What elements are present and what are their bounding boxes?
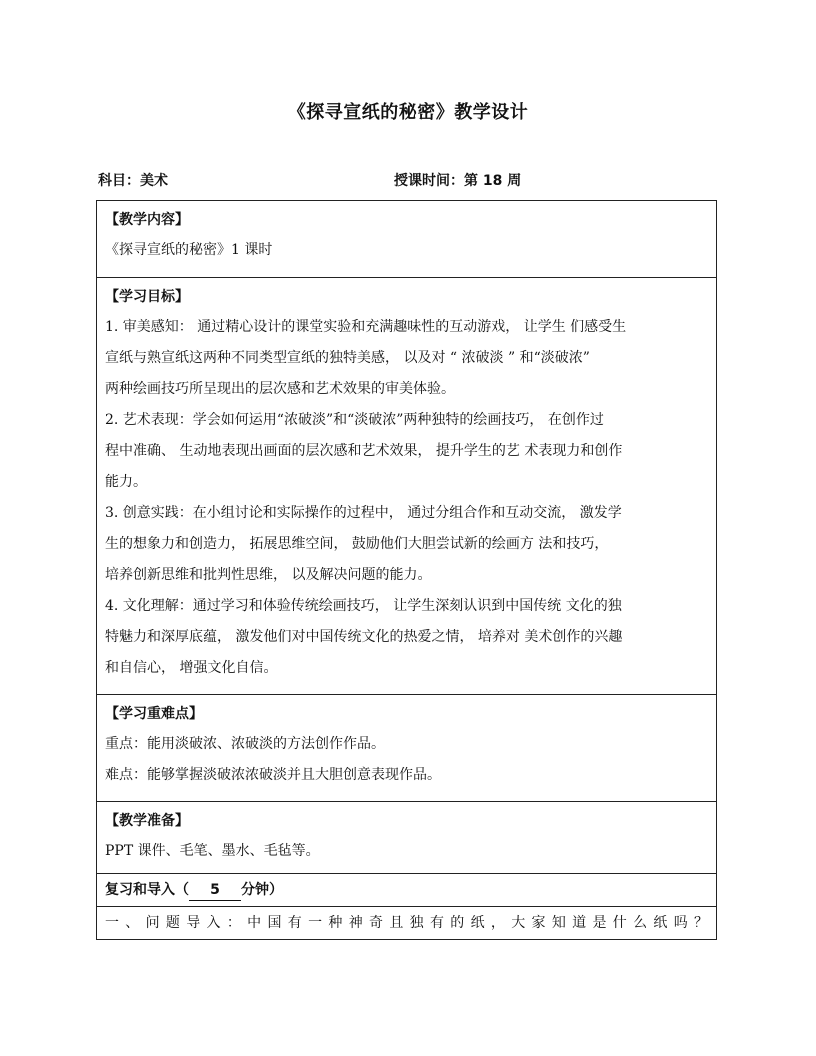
key-points-row — [97, 695, 717, 802]
preparation-cell — [97, 802, 717, 874]
review-line — [105, 876, 708, 904]
content-row — [97, 201, 717, 278]
review-minutes: 5 — [189, 880, 241, 901]
review-prefix: 复习和导入（ — [105, 882, 189, 898]
key-point-line: 重点：能用淡破浓、浓破淡的方法创作作品。 — [105, 736, 385, 752]
preparation-line: PPT 课件、毛笔、墨水、毛毡等。 — [105, 843, 320, 859]
intro-line: 一、问题导入：中国有一种神奇且独有的纸，大家知道是什么纸吗？ — [105, 915, 708, 931]
objective-line: 生的想象力和创造力， 拓展思维空间， 鼓励他们大胆尝试新的绘画方 法和技巧， — [105, 536, 609, 552]
review-cell — [97, 874, 717, 907]
objective-line: 培养创新思维和批判性思维， 以及解决问题的能力。 — [105, 567, 432, 583]
objective-line: 1. 审美感知： 通过精心设计的课堂实验和充满趣味性的互动游戏， 让学生 们感受生 — [105, 319, 627, 335]
key-points-heading: 【学习重难点】 — [105, 706, 203, 722]
class-time-label: 授课时间：第 18 周 — [394, 173, 522, 189]
document-title: 《探寻宣纸的秘密》教学设计 — [287, 102, 529, 123]
preparation-row — [97, 802, 717, 874]
intro-cell — [97, 907, 717, 940]
objective-line: 两种绘画技巧所呈现出的层次感和艺术效果的审美体验。 — [105, 381, 455, 397]
objective-line: 和自信心， 增强文化自信。 — [105, 660, 278, 676]
content-line: 《探寻宣纸的秘密》1 课时 — [105, 242, 273, 258]
lesson-plan-table — [96, 200, 717, 940]
objective-line: 程中准确、 生动地表现出画面的层次感和艺术效果， 提升学生的艺 术表现力和创作 — [105, 443, 623, 459]
preparation-heading: 【教学准备】 — [105, 813, 189, 829]
difficult-point-line: 难点：能够掌握淡破浓浓破淡并且大胆创意表现作品。 — [105, 767, 441, 783]
objective-line: 特魅力和深厚底蕴， 激发他们对中国传统文化的热爱之情， 培养对 美术创作的兴趣 — [105, 629, 623, 645]
objective-line: 宣纸与熟宣纸这两种不同类型宣纸的独特美感， 以及对 “ 浓破淡 ” 和“淡破浓” — [105, 350, 590, 366]
objectives-cell — [97, 278, 717, 695]
key-points-cell — [97, 695, 717, 802]
content-cell — [97, 201, 717, 278]
intro-row — [97, 907, 717, 940]
content-heading: 【教学内容】 — [105, 212, 189, 228]
objective-line: 4. 文化理解：通过学习和体验传统绘画技巧， 让学生深刻认识到中国传统 文化的独 — [105, 598, 622, 614]
review-suffix: 分钟） — [241, 882, 283, 898]
meta-row — [98, 170, 718, 190]
objective-line: 3. 创意实践：在小组讨论和实际操作的过程中， 通过分组合作和互动交流， 激发学 — [105, 505, 622, 521]
objectives-row — [97, 278, 717, 695]
review-row — [97, 874, 717, 907]
objective-line: 2. 艺术表现：学会如何运用“浓破淡”和“淡破浓”两种独特的绘画技巧， 在创作过 — [105, 412, 604, 428]
objective-line: 能力。 — [105, 474, 147, 490]
objectives-heading: 【学习目标】 — [105, 289, 189, 305]
subject-label: 科目：美术 — [98, 173, 168, 189]
